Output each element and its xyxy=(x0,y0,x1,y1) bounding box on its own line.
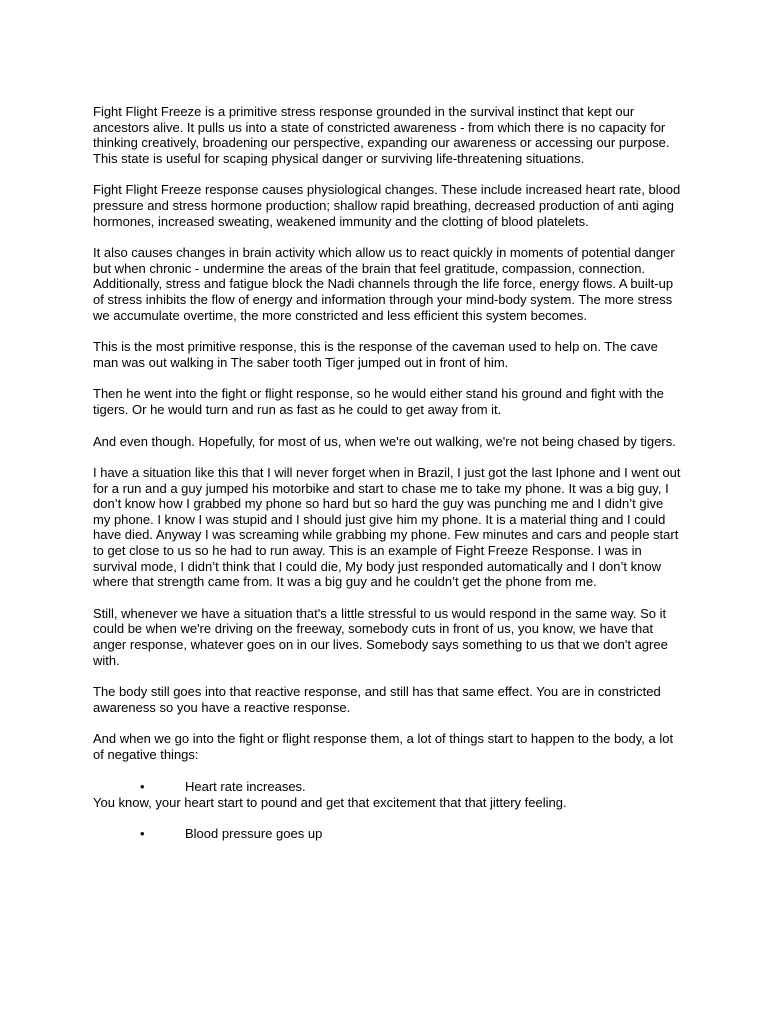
bullet-item xyxy=(93,779,683,795)
paragraph: Then he went into the fight or flight response, so he would either stand his ground and fight with the tigers. Or he would turn and run as fast as he could to get away from it. xyxy=(93,386,664,417)
paragraph: Still, whenever we have a situation that's a little stressful to us would respond in the same way. So it could be when we're driving on the freeway, somebody cuts in front of us, you know, we have that anger response, whatever goes on in our lives. Somebody says something to us that we don't agree with. xyxy=(93,605,668,668)
paragraph: And even though. Hopefully, for most of us, when we're out walking, we're not being chased by tigers. xyxy=(93,433,676,449)
document-body xyxy=(93,104,683,842)
bullet-item xyxy=(93,826,683,842)
paragraph: This is the most primitive response, this is the response of the caveman used to help on. The cave man was out walking in The saber tooth Tiger jumped out in front of him. xyxy=(93,339,658,370)
paragraph: And when we go into the fight or flight response them, a lot of things start to happen to the body, a lot of negative things: xyxy=(93,731,674,762)
bullet-followup: You know, your heart start to pound and get that excitement that that jittery feeling. xyxy=(93,794,567,810)
paragraph: Fight Flight Freeze is a primitive stress response grounded in the survival instinct that kept our ancestors alive. It pulls us into a state of constricted awareness - from which there is no capacity for thinking creatively, broadening our perspective, expanding our awareness or accessing our purpose. This state is useful for scaping physical danger or surviving life-threatening situations. xyxy=(93,104,670,166)
paragraph: Fight Flight Freeze response causes physiological changes. These include increased heart rate, blood pressure and stress hormone production; shallow rapid breathing, decreased production of anti aging hormones, increased sweating, weakened immunity and the clotting of blood platelets. xyxy=(93,182,681,229)
bullet-text: Heart rate increases. xyxy=(185,778,306,794)
bullet-icon: • xyxy=(140,778,145,794)
bullet-text: Blood pressure goes up xyxy=(185,826,323,842)
paragraph: It also causes changes in brain activity which allow us to react quickly in moments of potential danger but when chronic - undermine the areas of the brain that feel gratitude, compassion, connection. Additionally, stress and fatigue block the Nadi channels through the life force, energy flows. A built-up of stress inhibits the flow of energy and information through your mind-body system. The more stress we accumulate overtime, the more constricted and less efficient this system becomes. xyxy=(93,245,675,323)
paragraph: The body still goes into that reactive response, and still has that same effect. You are in constricted awareness so you have a reactive response. xyxy=(93,684,661,715)
paragraph: I have a situation like this that I will never forget when in Brazil, I just got the last Iphone and I went out for a run and a guy jumped his motorbike and start to chase me to take my phone. It was a big guy, I don’t know how I grabbed my phone so hard but so hard the guy was punching me and I didn’t give my phone. I know I was stupid and I should just give him my phone. It is a material thing and I could have died. Anyway I was screaming while grabbing my phone. Few minutes and cars and people start to get close to us so he had to run away. This is an example of Fight Freeze Response. I was in survival mode, I didn’t think that I could die, My body just responded automatically and I don’t know where that strength came from. It was a big guy and he couldn’t get the phone from me. xyxy=(93,465,681,590)
bullet-icon: • xyxy=(140,826,145,842)
